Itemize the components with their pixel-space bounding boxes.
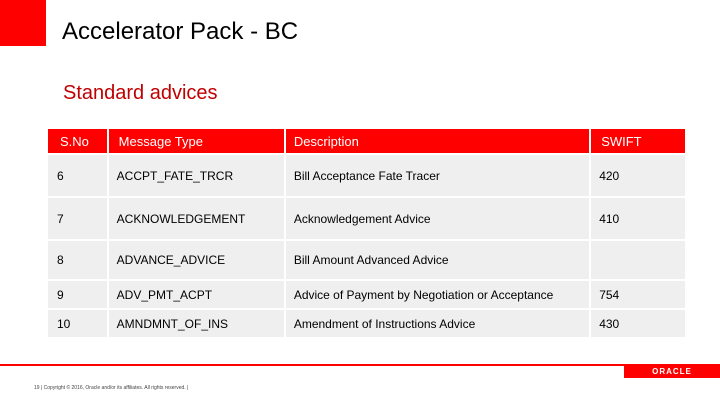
footer-separator: | — [40, 385, 44, 391]
cell-sno: 9 — [48, 280, 108, 309]
cell-description: Bill Acceptance Fate Tracer — [285, 154, 590, 197]
cell-swift: 430 — [590, 309, 685, 337]
header-swift: SWIFT — [590, 129, 685, 154]
footer-text — [34, 385, 188, 391]
cell-swift: 410 — [590, 197, 685, 240]
cell-swift: 754 — [590, 280, 685, 309]
table-row — [48, 240, 685, 280]
footer-separator: | — [187, 385, 189, 391]
cell-sno: 8 — [48, 240, 108, 280]
cell-description: Advice of Payment by Negotiation or Acceptance — [285, 280, 590, 309]
header-message-type: Message Type — [108, 129, 285, 154]
table-row — [48, 197, 685, 240]
header-description: Description — [285, 129, 590, 154]
cell-description: Amendment of Instructions Advice — [285, 309, 590, 337]
advices-table — [48, 129, 685, 337]
table-row — [48, 309, 685, 337]
header-sno: S.No — [48, 129, 108, 154]
table-row — [48, 280, 685, 309]
cell-message-type: ADVANCE_ADVICE — [108, 240, 285, 280]
footer-divider — [0, 364, 720, 366]
cell-description: Bill Amount Advanced Advice — [285, 240, 590, 280]
table-header-row — [48, 129, 685, 154]
oracle-logo-text: ORACLE — [652, 366, 692, 376]
accent-tab — [0, 0, 46, 46]
cell-message-type: ACCPT_FATE_TRCR — [108, 154, 285, 197]
cell-swift: 420 — [590, 154, 685, 197]
page-number: 19 — [34, 385, 40, 391]
cell-sno: 7 — [48, 197, 108, 240]
slide-title: Accelerator Pack - BC — [62, 18, 299, 45]
cell-description: Acknowledgement Advice — [285, 197, 590, 240]
table-row — [48, 154, 685, 197]
cell-message-type: ACKNOWLEDGEMENT — [108, 197, 285, 240]
cell-sno: 6 — [48, 154, 108, 197]
cell-sno: 10 — [48, 309, 108, 337]
cell-message-type: AMNDMNT_OF_INS — [108, 309, 285, 337]
cell-swift — [590, 240, 685, 280]
slide-subtitle: Standard advices — [63, 82, 218, 104]
oracle-logo — [624, 364, 720, 378]
copyright: Copyright © 2016, Oracle and/or its affiliates. All rights reserved. — [43, 385, 186, 391]
cell-message-type: ADV_PMT_ACPT — [108, 280, 285, 309]
